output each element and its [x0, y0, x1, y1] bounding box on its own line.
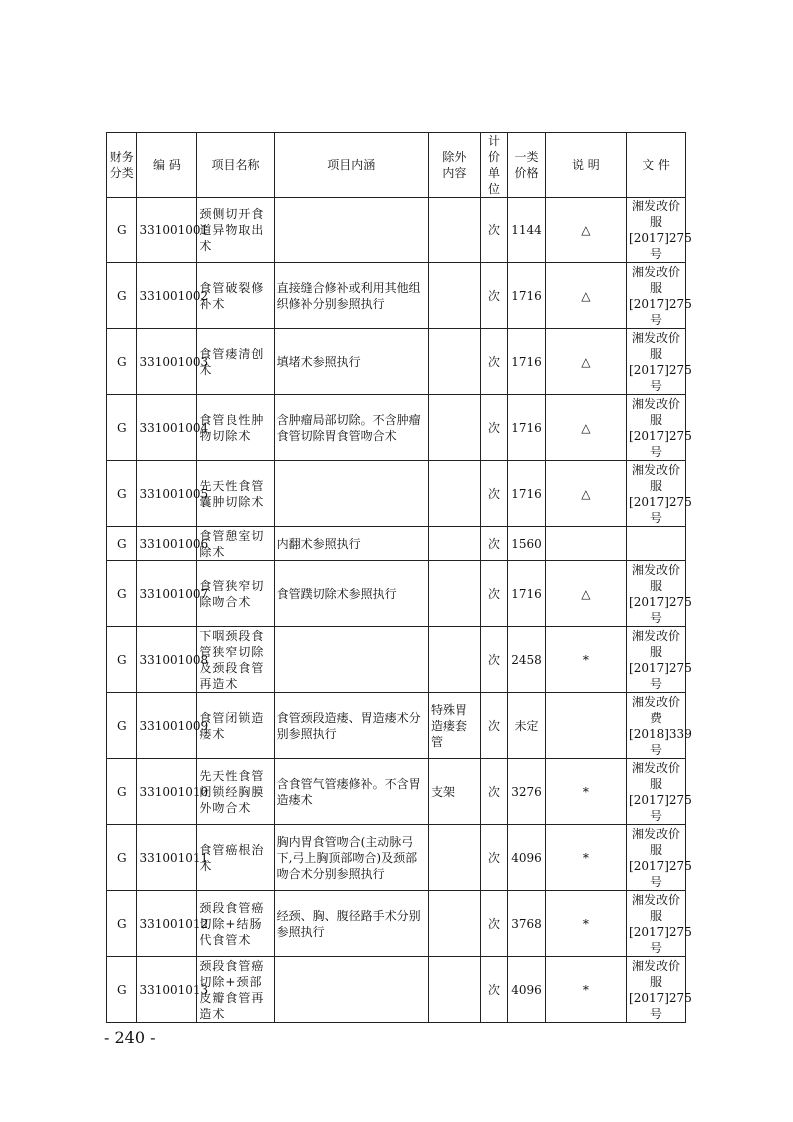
content-cell: 直接缝合修补或利用其他组织修补分别参照执行 — [274, 263, 428, 329]
file-cell: 湘发改价服[2017]275号 — [627, 461, 686, 527]
content-cell: 胸内胃食管吻合(主动脉弓下,弓上胸顶部吻合)及颈部吻合术分别参照执行 — [274, 825, 428, 891]
name-cell: 食管憩室切除术 — [197, 527, 274, 561]
code-cell: 331001007 — [137, 561, 197, 627]
category-cell: G — [107, 693, 137, 759]
file-cell — [627, 527, 686, 561]
content-cell: 含食管气管瘘修补。不含胃造瘘术 — [274, 759, 428, 825]
unit-cell: 次 — [480, 263, 507, 329]
table-row — [107, 561, 686, 627]
code-cell: 331001004 — [137, 395, 197, 461]
excluded-cell — [428, 561, 480, 627]
header-row — [107, 133, 686, 198]
category-cell: G — [107, 527, 137, 561]
price-cell: 1716 — [508, 263, 546, 329]
table-row — [107, 759, 686, 825]
table-row — [107, 693, 686, 759]
table-row — [107, 461, 686, 527]
excluded-cell — [428, 395, 480, 461]
price-cell: 1716 — [508, 561, 546, 627]
category-cell: G — [107, 759, 137, 825]
price-cell: 3768 — [508, 891, 546, 957]
name-cell: 食管闭锁造瘘术 — [197, 693, 274, 759]
table-row — [107, 957, 686, 1023]
unit-cell: 次 — [480, 825, 507, 891]
table-row — [107, 825, 686, 891]
price-cell: 4096 — [508, 825, 546, 891]
name-cell: 先天性食管闭锁经胸膜外吻合术 — [197, 759, 274, 825]
unit-cell: 次 — [480, 957, 507, 1023]
category-cell: G — [107, 395, 137, 461]
excluded-cell — [428, 263, 480, 329]
name-cell: 颈侧切开食道异物取出术 — [197, 198, 274, 263]
name-cell: 颈段食管癌切除+结肠代食管术 — [197, 891, 274, 957]
note-cell: △ — [545, 263, 626, 329]
name-cell: 食管良性肿物切除术 — [197, 395, 274, 461]
unit-cell: 次 — [480, 759, 507, 825]
name-cell: 颈段食管癌切除+颈部皮瓣食管再造术 — [197, 957, 274, 1023]
unit-cell: 次 — [480, 627, 507, 693]
category-cell: G — [107, 825, 137, 891]
note-cell: △ — [545, 461, 626, 527]
price-cell: 未定 — [508, 693, 546, 759]
note-cell: * — [545, 759, 626, 825]
category-cell: G — [107, 891, 137, 957]
content-cell: 食管颈段造瘘、胃造瘘术分别参照执行 — [274, 693, 428, 759]
table-row — [107, 198, 686, 263]
code-cell: 331001005 — [137, 461, 197, 527]
file-cell: 湘发改价服[2017]275号 — [627, 198, 686, 263]
content-cell: 食管蹼切除术参照执行 — [274, 561, 428, 627]
content-cell: 内翻术参照执行 — [274, 527, 428, 561]
code-cell: 331001002 — [137, 263, 197, 329]
header-unit: 计价 单位 — [480, 133, 507, 198]
table-row — [107, 891, 686, 957]
code-cell: 331001011 — [137, 825, 197, 891]
excluded-cell — [428, 527, 480, 561]
content-cell — [274, 198, 428, 263]
table-row — [107, 627, 686, 693]
category-cell: G — [107, 627, 137, 693]
excluded-cell — [428, 825, 480, 891]
code-cell: 331001013 — [137, 957, 197, 1023]
note-cell: △ — [545, 329, 626, 395]
note-cell: * — [545, 627, 626, 693]
unit-cell: 次 — [480, 198, 507, 263]
price-cell: 1144 — [508, 198, 546, 263]
file-cell: 湘发改价服[2017]275号 — [627, 263, 686, 329]
note-cell: * — [545, 957, 626, 1023]
code-cell: 331001009 — [137, 693, 197, 759]
table-row — [107, 263, 686, 329]
note-cell: * — [545, 891, 626, 957]
price-cell: 1716 — [508, 395, 546, 461]
unit-cell: 次 — [480, 891, 507, 957]
excluded-cell — [428, 627, 480, 693]
name-cell: 食管狭窄切除吻合术 — [197, 561, 274, 627]
file-cell: 湘发改价服[2017]275号 — [627, 759, 686, 825]
category-cell: G — [107, 263, 137, 329]
category-cell: G — [107, 461, 137, 527]
excluded-cell: 特殊胃造瘘套管 — [428, 693, 480, 759]
table-row — [107, 329, 686, 395]
price-cell: 3276 — [508, 759, 546, 825]
note-cell: * — [545, 825, 626, 891]
header-price: 一类 价格 — [508, 133, 546, 198]
name-cell: 食管破裂修补术 — [197, 263, 274, 329]
header-category: 财务 分类 — [107, 133, 137, 198]
unit-cell: 次 — [480, 461, 507, 527]
excluded-cell — [428, 329, 480, 395]
category-cell: G — [107, 561, 137, 627]
note-cell — [545, 693, 626, 759]
price-cell: 1716 — [508, 461, 546, 527]
header-code: 编 码 — [137, 133, 197, 198]
content-cell: 填堵术参照执行 — [274, 329, 428, 395]
unit-cell: 次 — [480, 561, 507, 627]
note-cell — [545, 527, 626, 561]
excluded-cell — [428, 957, 480, 1023]
excluded-cell — [428, 891, 480, 957]
unit-cell: 次 — [480, 527, 507, 561]
name-cell: 食管瘘清创术 — [197, 329, 274, 395]
unit-cell: 次 — [480, 693, 507, 759]
name-cell: 食管癌根治术 — [197, 825, 274, 891]
price-table — [106, 132, 692, 1023]
file-cell: 湘发改价服[2017]275号 — [627, 825, 686, 891]
code-cell: 331001008 — [137, 627, 197, 693]
header-content: 项目内涵 — [274, 133, 428, 198]
page-number: - 240 - — [104, 1028, 156, 1047]
price-cell: 1560 — [508, 527, 546, 561]
file-cell: 湘发改价服[2017]275号 — [627, 957, 686, 1023]
file-cell: 湘发改价服[2017]275号 — [627, 395, 686, 461]
note-cell: △ — [545, 198, 626, 263]
header-excluded: 除外 内容 — [428, 133, 480, 198]
file-cell: 湘发改价服[2017]275号 — [627, 627, 686, 693]
excluded-cell: 支架 — [428, 759, 480, 825]
content-cell — [274, 461, 428, 527]
note-cell: △ — [545, 395, 626, 461]
category-cell: G — [107, 957, 137, 1023]
code-cell: 331001001 — [137, 198, 197, 263]
unit-cell: 次 — [480, 329, 507, 395]
header-file: 文 件 — [627, 133, 686, 198]
excluded-cell — [428, 198, 480, 263]
unit-cell: 次 — [480, 395, 507, 461]
file-cell: 湘发改价费[2018]339号 — [627, 693, 686, 759]
table-row — [107, 395, 686, 461]
code-cell: 331001012 — [137, 891, 197, 957]
file-cell: 湘发改价服[2017]275号 — [627, 561, 686, 627]
name-cell: 下咽颈段食管狭窄切除及颈段食管再造术 — [197, 627, 274, 693]
header-name: 项目名称 — [197, 133, 274, 198]
table-row — [107, 527, 686, 561]
price-cell: 2458 — [508, 627, 546, 693]
code-cell: 331001006 — [137, 527, 197, 561]
name-cell: 先天性食管囊肿切除术 — [197, 461, 274, 527]
excluded-cell — [428, 461, 480, 527]
content-cell: 经颈、胸、腹径路手术分别参照执行 — [274, 891, 428, 957]
content-cell — [274, 627, 428, 693]
header-note: 说 明 — [545, 133, 626, 198]
file-cell: 湘发改价服[2017]275号 — [627, 329, 686, 395]
file-cell: 湘发改价服[2017]275号 — [627, 891, 686, 957]
category-cell: G — [107, 198, 137, 263]
code-cell: 331001010 — [137, 759, 197, 825]
price-cell: 4096 — [508, 957, 546, 1023]
category-cell: G — [107, 329, 137, 395]
code-cell: 331001003 — [137, 329, 197, 395]
content-cell: 含肿瘤局部切除。不含肿瘤食管切除胃食管吻合术 — [274, 395, 428, 461]
content-cell — [274, 957, 428, 1023]
note-cell: △ — [545, 561, 626, 627]
price-cell: 1716 — [508, 329, 546, 395]
